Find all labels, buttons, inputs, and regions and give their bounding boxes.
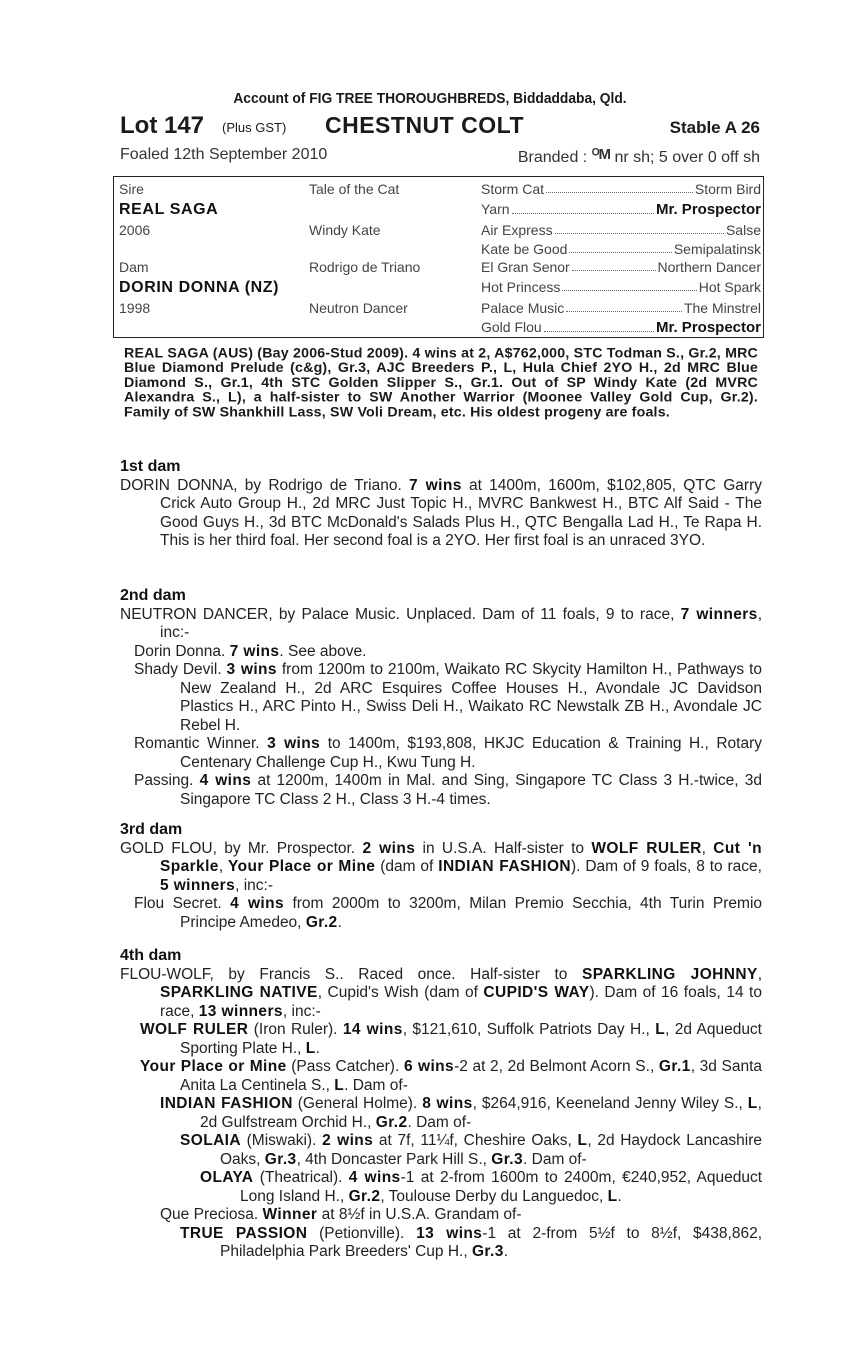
wins-count: 6 wins xyxy=(403,1058,455,1075)
ancestor-parent: Semipalatinsk xyxy=(673,241,761,257)
sire-sire: Tale of the Cat xyxy=(309,181,400,197)
race-record: to 1400m, $193,808, HKJC Education & Training H., Rotary Centenary Challenge Cup H., Kwu Tung H. xyxy=(180,735,762,771)
leader-dots xyxy=(572,259,656,271)
lot-header xyxy=(120,112,760,140)
race-record: at 1200m, 1400m in Mal. and Sing, Singapore TC Class 3 H.-twice, 3d Singapore TC Class 2 H., Class 3 H.-4 times. xyxy=(180,772,762,808)
grade-badge: L xyxy=(747,1095,758,1112)
text-run: , 3d Santa Anita La Centinela S., xyxy=(180,1058,763,1094)
wins-count: 2 wins xyxy=(362,839,416,857)
leader-dots xyxy=(546,181,693,193)
relative-name: SPARKLING JOHNNY xyxy=(581,965,758,983)
text-run: GOLD FLOU, by Mr. Prospector. xyxy=(120,839,356,857)
fourth-dam-text xyxy=(120,966,762,1022)
sire-name: REAL SAGA xyxy=(119,201,219,218)
section-heading: 2nd dam xyxy=(120,587,186,604)
wins-count: 8 wins xyxy=(422,1095,473,1112)
progeny-name: Passing. xyxy=(134,772,194,789)
grade-badge: L xyxy=(607,1187,618,1205)
wins-count: 7 wins xyxy=(229,642,280,660)
text-run: (Iron Ruler). xyxy=(253,1021,338,1038)
text-run: , Toulouse Derby du Languedoc, xyxy=(380,1187,604,1205)
text-run: at 7f, 11¼f, Cheshire Oaks, xyxy=(378,1132,572,1149)
progeny-name: Flou Secret. xyxy=(134,895,222,912)
text-run: -1 at 2-from 5½f to 8½f, $438,862, Philadelphia Park Breeders' Cup H., xyxy=(220,1224,762,1260)
text-run: -2 at 2, 2d Belmont Acorn S., xyxy=(454,1058,655,1075)
second-dam-section xyxy=(120,587,762,809)
ancestor-name: Gold Flou xyxy=(481,319,542,335)
grade-badge: Gr.2 xyxy=(375,1113,408,1131)
ancestor-row xyxy=(481,300,761,316)
text-run: , xyxy=(218,858,224,875)
first-dam-text xyxy=(120,477,762,551)
progeny-name: Romantic Winner. xyxy=(134,735,260,752)
ancestor-parent: The Minstrel xyxy=(683,300,761,316)
text-run: ). Dam of 9 foals, 8 to race, xyxy=(571,858,762,875)
text-run: , $264,916, Keeneland Jenny Wiley S., xyxy=(472,1095,743,1112)
relative-name: Cut 'n Sparkle xyxy=(160,839,762,875)
progeny-entry xyxy=(120,1058,762,1095)
relative-name: Your Place or Mine xyxy=(228,858,376,875)
text-run: , 2d Haydock Lancashire Oaks, xyxy=(220,1132,763,1168)
ancestor-parent: Northern Dancer xyxy=(657,259,761,275)
dam-sire: Rodrigo de Triano xyxy=(309,259,421,275)
branded-label: Branded : xyxy=(517,149,588,166)
text-run: (Theatrical). xyxy=(259,1169,343,1186)
progeny-entry xyxy=(120,772,762,809)
grade-badge: Gr.3 xyxy=(491,1150,524,1168)
text-run: , 2d Gulfstream Orchid H., xyxy=(200,1095,762,1131)
text-run: in U.S.A. Half-sister to xyxy=(422,839,585,857)
wins-count: 14 wins xyxy=(342,1021,403,1038)
ancestor-name: El Gran Senor xyxy=(481,259,570,275)
text-run: at 8½f in U.S.A. Grandam of- xyxy=(321,1206,522,1223)
section-heading: 4th dam xyxy=(120,947,182,964)
section-heading: 3rd dam xyxy=(120,821,183,838)
progeny-name: Shady Devil. xyxy=(134,661,222,678)
text-run: . Dam of- xyxy=(344,1076,408,1094)
ancestor-row xyxy=(481,319,761,336)
wins-count: 13 wins xyxy=(416,1224,483,1242)
dam-name: DORIN DONNA, by Rodrigo de Triano. xyxy=(120,476,402,494)
third-dam-text xyxy=(120,840,762,896)
text-run: (Pass Catcher). xyxy=(291,1058,400,1075)
ancestor-name: Palace Music xyxy=(481,300,565,316)
winners-count: 13 winners xyxy=(198,1002,283,1020)
leader-dots xyxy=(569,241,671,253)
grade-badge: L xyxy=(577,1132,588,1149)
ancestor-row xyxy=(481,201,761,218)
second-dam-text xyxy=(120,606,762,643)
text-run: FLOU-WOLF, by Francis S.. Raced once. Half-sister to xyxy=(120,965,568,983)
text-run: . xyxy=(315,1039,320,1057)
relative-name: CUPID'S WAY xyxy=(483,984,590,1001)
progeny-name: OLAYA xyxy=(200,1169,254,1186)
progeny-entry xyxy=(120,735,762,772)
grade-badge: Gr.3 xyxy=(264,1150,297,1168)
progeny-entry xyxy=(120,643,762,662)
leader-dots xyxy=(562,279,696,291)
grade-badge: L xyxy=(334,1076,345,1094)
ancestor-row xyxy=(481,222,761,238)
ancestor-row xyxy=(481,241,761,257)
wins-count: 3 wins xyxy=(226,661,277,678)
wins-count: 4 wins xyxy=(348,1169,401,1186)
wins-count: 4 wins xyxy=(230,895,285,912)
foaled-date: Foaled 12th September 2010 xyxy=(120,146,328,163)
relative-name: INDIAN FASHION xyxy=(438,858,571,875)
progeny-name: INDIAN FASHION xyxy=(160,1095,293,1112)
sire-summary: REAL SAGA (AUS) (Bay 2006-Stud 2009). 4 wins at 2, A$762,000, STC Todman S., Gr.2, MRC Blue Diamond Prelude (c&g), Gr.3, AJC Breeders P., L, Hula Chief 2YO H., 2d MRC Blue Diamond S., Gr.1, 4th STC Golden Slipper S., Gr.1. Out of SP Windy Kate (2d MVRC Alexandra S., L), a half-sister to SW Another Warrior (Moonee Valley Gold Cup, Gr.2). Family of SW Shankhill Lass, SW Voli Dream, etc. His oldest progeny are foals. xyxy=(124,345,758,421)
progeny-name: Que Preciosa. xyxy=(160,1206,259,1223)
progeny-entry xyxy=(120,1095,762,1132)
race-record: from 1200m to 2100m, Waikato RC Skycity Hamilton H., Pathways to New Zealand H., 2d ARC Esquires Coffee Houses H., Avondale JC Davidson Plastics H., ARC Pinto H., Swiss Deli H., Waikato RC Newstalk ZB H., Avondale JC Rebel H. xyxy=(180,661,762,734)
pedigree-table xyxy=(113,176,764,338)
sire-dam: Windy Kate xyxy=(309,222,381,238)
progeny-name: SOLAIA xyxy=(180,1132,241,1149)
text-run: . xyxy=(503,1243,509,1260)
text-run: , xyxy=(701,839,706,857)
leader-dots xyxy=(566,300,682,312)
sire-year: 2006 xyxy=(119,222,151,238)
ancestor-row xyxy=(481,259,761,275)
text-run: (Miswaki). xyxy=(246,1132,317,1149)
ancestor-name: Kate be Good xyxy=(481,241,568,257)
ancestor-row xyxy=(481,279,761,295)
fourth-dam-section xyxy=(120,947,762,1262)
ancestor-name: Air Express xyxy=(481,222,553,238)
leader-dots xyxy=(512,201,654,214)
text-run: , 2d Aqueduct Sporting Plate H., xyxy=(180,1021,762,1057)
progeny-entry xyxy=(120,1225,762,1262)
dam-name: DORIN DONNA (NZ) xyxy=(119,279,280,296)
progeny-entry xyxy=(120,1132,762,1169)
progeny-name: WOLF RULER xyxy=(140,1021,249,1038)
ancestor-parent: Hot Spark xyxy=(698,279,761,295)
race-record: at 1400m, 1600m, $102,805, QTC Garry Crick Auto Group H., 2d MRC Just Topic H., MVRC Bankwest H., BTC Alf Said - The Good Guys H., 3d BTC McDonald's Salads Plus H., QTC Bengalla Lad H., Te Rapa H. This is her third foal. Her second foal is a 2YO. Her first foal is an unraced 3YO. xyxy=(160,476,762,549)
wins-count: 3 wins xyxy=(267,735,321,752)
progeny-name: TRUE PASSION xyxy=(180,1224,308,1242)
text-run: , inc:- xyxy=(282,1002,321,1020)
text-run: . xyxy=(337,913,342,931)
text-run: (dam of xyxy=(380,858,434,875)
progeny-entry xyxy=(120,895,762,932)
text-run: -1 at 2-from 1600m to 2400m, €240,952, Aqueduct Long Island H., xyxy=(240,1169,763,1205)
text-run: , inc:- xyxy=(235,876,274,894)
wins-count: 2 wins xyxy=(322,1132,374,1149)
ancestor-name: Hot Princess xyxy=(481,279,561,295)
inc-note: , inc:- xyxy=(160,605,762,641)
brand-mark-icon: ᴼM xyxy=(591,146,610,163)
wins-count: 4 wins xyxy=(199,772,252,789)
progeny-entry xyxy=(120,1206,762,1225)
relative-name: WOLF RULER xyxy=(591,839,702,857)
leader-dots xyxy=(555,222,724,234)
branded-detail: nr sh; 5 over 0 off sh xyxy=(614,149,760,166)
text-run: . Dam of- xyxy=(407,1113,472,1131)
dam-label: Dam xyxy=(119,259,149,275)
ancestor-name: Yarn xyxy=(481,201,510,217)
progeny-name: Your Place or Mine xyxy=(140,1058,287,1075)
leader-dots xyxy=(544,319,654,332)
text-run: , Cupid's Wish (dam of xyxy=(317,984,478,1001)
third-dam-section xyxy=(120,821,762,932)
first-dam-section xyxy=(120,458,762,551)
grade-badge: Gr.3 xyxy=(471,1243,504,1260)
progeny-name: Dorin Donna. xyxy=(134,642,226,660)
progeny-entry xyxy=(120,1169,762,1206)
vendor-account: Account of FIG TREE THOROUGHBREDS, Biddaddaba, Qld. xyxy=(233,90,627,107)
progeny-entry xyxy=(120,1021,762,1058)
ancestor-name: Storm Cat xyxy=(481,181,545,197)
text-run: . Dam of- xyxy=(523,1150,587,1168)
dam-name: NEUTRON DANCER, by Palace Music. Unplaced. Dam of 11 foals, 9 to race, xyxy=(120,605,675,623)
race-record: from 2000m to 3200m, Milan Premio Secchia, 4th Turin Premio Principe Amedeo, xyxy=(180,895,763,931)
dam-year: 1998 xyxy=(119,300,151,316)
text-run: . xyxy=(617,1187,622,1205)
grade-badge: Gr.2 xyxy=(305,913,338,931)
grade-badge: L xyxy=(655,1021,666,1038)
ancestor-parent: Mr. Prospector xyxy=(655,319,761,336)
ancestor-row xyxy=(481,181,761,197)
stable-location: Stable A 26 xyxy=(669,118,760,137)
relative-name: SPARKLING NATIVE xyxy=(160,984,318,1001)
lot-title: CHESTNUT COLT xyxy=(325,112,525,138)
grade-badge: Gr.2 xyxy=(348,1187,381,1205)
ancestor-parent: Mr. Prospector xyxy=(655,201,761,218)
winners-count: 7 winners xyxy=(680,605,758,623)
progeny-entry xyxy=(120,661,762,735)
grade-badge: L xyxy=(305,1039,316,1057)
dam-dam: Neutron Dancer xyxy=(309,300,408,316)
lot-number: Lot 147 xyxy=(120,112,205,139)
section-heading: 1st dam xyxy=(120,458,181,475)
grade-badge: Gr.1 xyxy=(658,1058,691,1075)
ancestor-parent: Storm Bird xyxy=(694,181,761,197)
plus-gst-note: (Plus GST) xyxy=(222,120,287,135)
text-run: ). Dam of 16 foals, 14 to race, xyxy=(160,984,762,1020)
ancestor-parent: Salse xyxy=(725,222,761,238)
text-run: (General Holme). xyxy=(297,1095,418,1112)
text-run: , 4th Doncaster Park Hill S., xyxy=(296,1150,487,1168)
sire-label: Sire xyxy=(119,181,144,197)
wins-count: Winner xyxy=(262,1206,318,1223)
text-run: , xyxy=(757,965,762,983)
wins-count: 7 wins xyxy=(409,476,462,494)
text-run: (Petionville). xyxy=(319,1224,405,1242)
branding xyxy=(518,146,760,167)
text-run: , $121,610, Suffolk Patriots Day H., xyxy=(402,1021,650,1038)
race-record: . See above. xyxy=(279,642,367,660)
winners-count: 5 winners xyxy=(160,876,236,894)
